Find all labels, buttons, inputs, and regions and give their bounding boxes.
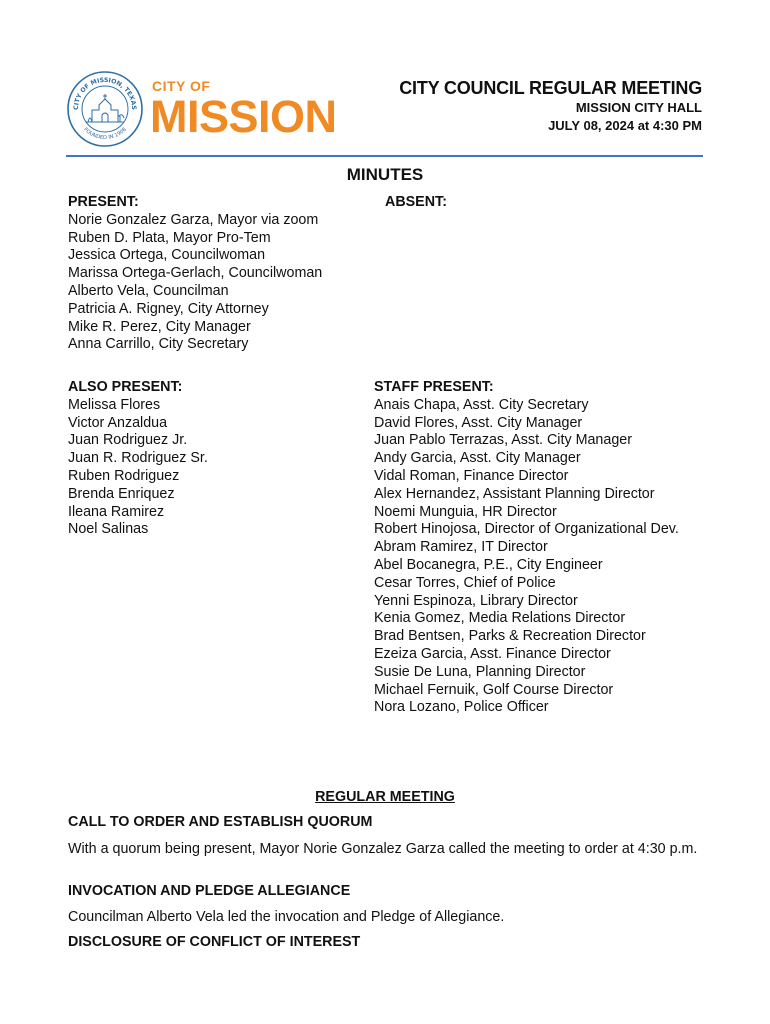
regular-meeting-heading: REGULAR MEETING <box>315 789 455 805</box>
list-item: Robert Hinojosa, Director of Organizational Dev. <box>374 521 679 538</box>
invocation-text: Councilman Alberto Vela led the invocation and Pledge of Allegiance. <box>68 909 505 925</box>
also-present-list <box>68 379 208 539</box>
list-item: Marissa Ortega-Gerlach, Councilwoman <box>68 265 323 282</box>
call-to-order-text: With a quorum being present, Mayor Norie Gonzalez Garza called the meeting to order at 4:30 p.m. <box>68 841 698 857</box>
absent-heading: ABSENT: <box>385 194 447 210</box>
list-item: Melissa Flores <box>68 396 161 413</box>
list-item: Patricia A. Rigney, City Attorney <box>68 300 269 317</box>
meeting-date: JULY 08, 2024 at 4:30 PM <box>548 118 702 133</box>
list-item: Alberto Vela, Councilman <box>68 282 229 299</box>
list-item: Jessica Ortega, Councilwoman <box>68 247 266 264</box>
list-item: Victor Anzaldua <box>68 414 168 431</box>
list-item: Michael Fernuik, Golf Course Director <box>374 681 614 698</box>
svg-text:CITY OF MISSION, TEXAS: CITY OF MISSION, TEXAS <box>72 76 138 111</box>
svg-text:FOUNDED IN 1908: FOUNDED IN 1908 <box>82 126 128 142</box>
list-item: Brenda Enriquez <box>68 485 175 502</box>
staff-present-list <box>374 379 679 717</box>
list-item: Juan Pablo Terrazas, Asst. City Manager <box>374 432 632 449</box>
also-present-heading: ALSO PRESENT: <box>68 379 183 395</box>
list-item: Abram Ramirez, IT Director <box>374 539 548 556</box>
list-item: Ruben D. Plata, Mayor Pro-Tem <box>68 229 271 246</box>
list-item: Alex Hernandez, Assistant Planning Director <box>374 485 655 502</box>
present-heading: PRESENT: <box>68 194 139 210</box>
list-item: Anna Carrillo, City Secretary <box>68 336 249 353</box>
list-item: Noel Salinas <box>68 521 149 538</box>
absent-list <box>385 194 447 212</box>
list-item: Brad Bentsen, Parks & Recreation Director <box>374 628 646 645</box>
staff-present-heading: STAFF PRESENT: <box>374 379 494 395</box>
meeting-header <box>399 77 702 135</box>
list-item: Ruben Rodriguez <box>68 467 180 484</box>
list-item: Juan R. Rodriguez Sr. <box>68 450 208 467</box>
list-item: Vidal Roman, Finance Director <box>374 467 569 484</box>
list-item: Ileana Ramirez <box>68 503 165 520</box>
city-seal-icon <box>66 70 144 148</box>
meeting-location: MISSION CITY HALL <box>575 100 702 115</box>
present-list <box>68 194 322 354</box>
header-divider <box>66 155 703 157</box>
list-item: David Flores, Asst. City Manager <box>374 414 583 431</box>
list-item: Susie De Luna, Planning Director <box>374 663 586 680</box>
list-item: Ezeiza Garcia, Asst. Finance Director <box>374 645 611 662</box>
list-item: Noemi Munguia, HR Director <box>374 503 557 520</box>
list-item: Nora Lozano, Police Officer <box>374 699 549 716</box>
list-item: Abel Bocanegra, P.E., City Engineer <box>374 556 603 573</box>
meeting-title: CITY COUNCIL REGULAR MEETING <box>399 78 702 98</box>
list-item: Kenia Gomez, Media Relations Director <box>374 610 626 627</box>
list-item: Cesar Torres, Chief of Police <box>374 574 556 591</box>
logo-mission-wordmark: MISSION <box>150 91 337 142</box>
logo-city-of: CITY OF <box>152 78 211 94</box>
list-item: Juan Rodriguez Jr. <box>68 432 188 449</box>
list-item: Yenni Espinoza, Library Director <box>374 592 578 609</box>
city-logo <box>66 70 342 148</box>
disclosure-heading: DISCLOSURE OF CONFLICT OF INTEREST <box>68 934 361 950</box>
list-item: Norie Gonzalez Garza, Mayor via zoom <box>68 211 319 228</box>
invocation-heading: INVOCATION AND PLEDGE ALLEGIANCE <box>68 883 351 899</box>
minutes-title: MINUTES <box>346 165 424 184</box>
list-item: Mike R. Perez, City Manager <box>68 318 251 335</box>
list-item: Andy Garcia, Asst. City Manager <box>374 450 581 467</box>
list-item: Anais Chapa, Asst. City Secretary <box>374 396 589 413</box>
call-to-order-heading: CALL TO ORDER AND ESTABLISH QUORUM <box>68 814 373 830</box>
